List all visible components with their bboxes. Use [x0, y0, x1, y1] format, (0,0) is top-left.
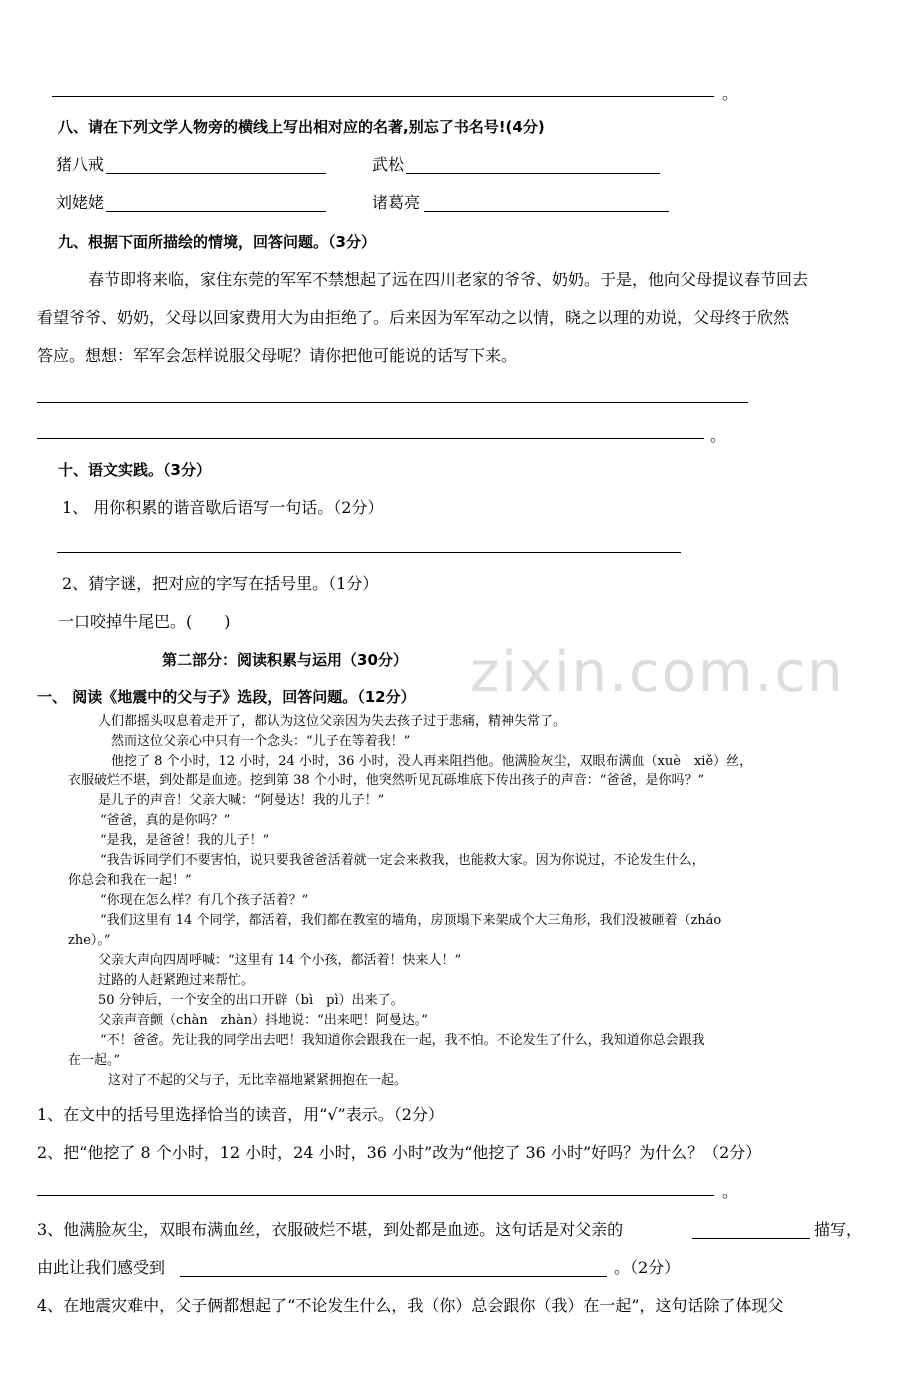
- q8-item: 武松: [372, 155, 405, 174]
- question-2: 2、把“他挖了 8 个小时，12 小时，24 小时，36 小时”改为“他挖了 36 小时”好吗？为什么？（2分）: [37, 1143, 762, 1162]
- passage-line: 是儿子的声音！父亲大喊：“阿曼达！我的儿子！”: [98, 793, 385, 808]
- answer-line[interactable]: [692, 1238, 810, 1239]
- riddle: 一口咬掉牛尾巴。( ): [58, 612, 231, 631]
- passage-line: 父亲大声向四周呼喊：“这里有 14 个小孩，都活着！快来人！”: [98, 953, 462, 968]
- answer-line[interactable]: [106, 173, 326, 174]
- reading-title: 一、 阅读《地震中的父与子》选段，回答问题。（12分）: [37, 688, 416, 706]
- answer-line[interactable]: [52, 96, 714, 97]
- question-3-suffix: 描写，: [814, 1220, 863, 1239]
- q8-title: 八、请在下列文学人物旁的横线上写出相对应的名著,别忘了书名号!(4分): [58, 118, 545, 136]
- passage-line: 在一起。”: [68, 1053, 121, 1068]
- passage-line: 然而这位父亲心中只有一个念头：“儿子在等着我！”: [111, 734, 411, 749]
- passage-line: 父亲声音颤（chàn zhàn）抖地说：“出来吧！阿曼达。”: [98, 1013, 428, 1028]
- period: 。: [722, 1182, 739, 1201]
- question-4: 4、在地震灾难中，父子俩都想起了“不论发生什么，我（你）总会跟你（我）在一起”，这句话除了体现父: [37, 1296, 784, 1315]
- passage-line: 过路的人赶紧跑过来帮忙。: [98, 973, 255, 988]
- question-3-score: 。（2分）: [614, 1258, 681, 1277]
- answer-line[interactable]: [37, 402, 748, 403]
- passage-line: zhe）。”: [68, 933, 111, 948]
- passage-line: “爸爸，真的是你吗？”: [100, 813, 231, 828]
- question-1: 1、在文中的括号里选择恰当的读音，用“√”表示。（2分）: [37, 1105, 444, 1124]
- q10-q2: 2、猜字谜，把对应的字写在括号里。（1分）: [62, 574, 379, 593]
- passage-line: “我告诉同学们不要害怕，说只要我爸爸活着就一定会来救我，也能救大家。因为你说过，不论发生什么，: [100, 853, 705, 868]
- q8-item: 诸葛亮: [372, 193, 421, 212]
- passage-line: “是我，是爸爸！我的儿子！”: [100, 833, 270, 848]
- q9-para: 答应。想想：军军会怎样说服父母呢？请你把他可能说的话写下来。: [37, 346, 518, 365]
- question-3: 3、他满脸灰尘，双眼布满血丝，衣服破烂不堪，到处都是血迹。这句话是对父亲的: [37, 1220, 624, 1239]
- question-3-cont: 由此让我们感受到: [37, 1258, 166, 1277]
- passage-line: 人们都摇头叹息着走开了，都认为这位父亲因为失去孩子过于悲痛，精神失常了。: [98, 714, 567, 729]
- q10-title: 十、语文实践。（3分）: [58, 461, 211, 479]
- passage-line: “不！爸爸。先让我的同学出去吧！我知道你会跟我在一起，我不怕。不论发生了什么，我知道你总会跟我: [100, 1033, 705, 1048]
- q9-para: 看望爷爷、奶奶，父母以回家费用大为由拒绝了。后来因为军军动之以情，晓之以理的劝说，父母终于欣然: [37, 308, 790, 327]
- passage-line: 衣服破烂不堪，到处都是血迹。挖到第 38 个小时，他突然听见瓦砾堆底下传出孩子的声音：“爸爸，是你吗？”: [68, 773, 705, 788]
- passage-line: “你现在怎么样？有几个孩子活着？”: [100, 893, 309, 908]
- period: 。: [722, 84, 739, 103]
- q9-para: 春节即将来临，家住东莞的军军不禁想起了远在四川老家的爷爷、奶奶。于是，他向父母提议春节回去: [88, 270, 809, 289]
- answer-line[interactable]: [424, 211, 669, 212]
- answer-line[interactable]: [57, 552, 681, 553]
- answer-line[interactable]: [37, 438, 704, 439]
- q8-item: 猪八戒: [56, 155, 105, 174]
- period: 。: [710, 426, 727, 445]
- passage-line: 这对了不起的父与子，无比幸福地紧紧拥抱在一起。: [108, 1073, 408, 1088]
- passage-line: 他挖了 8 个小时，12 小时，24 小时，36 小时，没人再来阻挡他。他满脸灰尘，双眼布满血（xuè xiě）丝，: [111, 754, 753, 769]
- watermark: zixin.com.cn: [470, 640, 845, 705]
- passage-line: “我们这里有 14 个同学，都活着，我们都在教室的墙角，房顶塌下来架成个大三角形，我们没被砸着（zháo: [100, 913, 722, 928]
- answer-line[interactable]: [106, 211, 326, 212]
- q10-q1: 1、 用你积累的谐音歇后语写一句话。（2分）: [62, 498, 384, 517]
- q8-item: 刘姥姥: [56, 193, 105, 212]
- q9-title: 九、根据下面所描绘的情境，回答问题。（3分）: [58, 233, 376, 251]
- answer-line[interactable]: [37, 1195, 714, 1196]
- part2-title: 第二部分：阅读积累与运用（30分）: [162, 651, 408, 669]
- answer-line[interactable]: [406, 173, 660, 174]
- passage-line: 50 分钟后，一个安全的出口开辟（bì pì）出来了。: [98, 993, 404, 1008]
- answer-line[interactable]: [180, 1276, 607, 1277]
- passage-line: 你总会和我在一起！”: [68, 873, 192, 888]
